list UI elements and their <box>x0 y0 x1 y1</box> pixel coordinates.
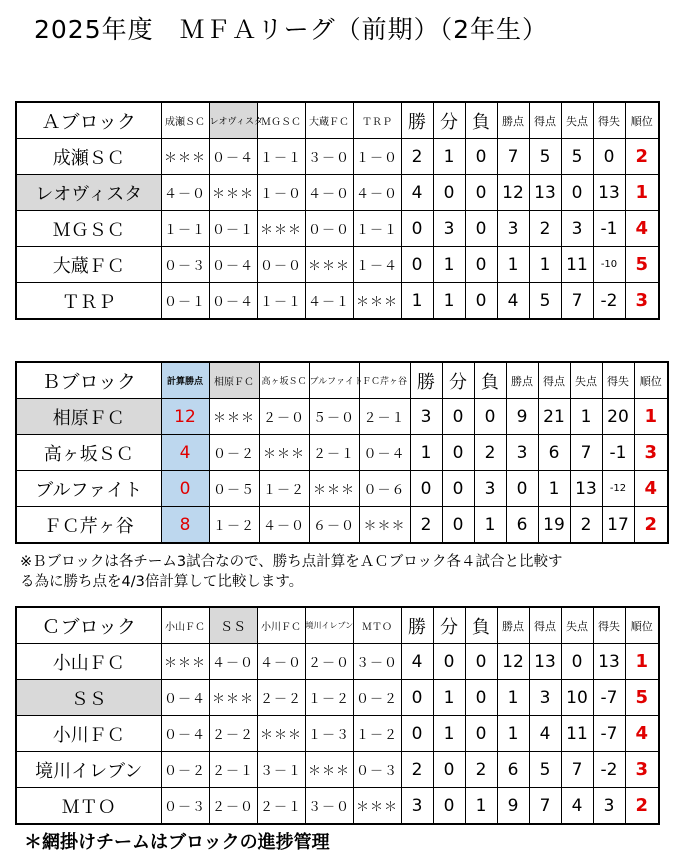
stat-value: 0 <box>561 175 593 211</box>
rank-value: 2 <box>625 139 659 175</box>
block-a-label: Ａブロック <box>16 102 161 139</box>
stat-header: 勝点 <box>497 102 529 139</box>
stat-value: 11 <box>561 716 593 752</box>
stat-value: 4 <box>401 644 433 680</box>
match-result: １－２ <box>353 716 401 752</box>
team-row <box>16 788 659 825</box>
rank-value: 1 <box>625 644 659 680</box>
stat-value: 13 <box>593 175 625 211</box>
team-row <box>16 435 668 471</box>
stat-value: 0 <box>465 139 497 175</box>
page-title: 2025年度 ＭＦＡリーグ（前期）（2年生） <box>34 15 549 44</box>
stat-header: 負 <box>465 102 497 139</box>
rank-value: 3 <box>625 752 659 788</box>
team-name: 高ヶ坂ＳＣ <box>16 435 161 471</box>
team-name: ＭＴＯ <box>16 788 161 825</box>
col-header: 小山ＦＣ <box>161 607 209 644</box>
team-name: ブルファイト <box>16 471 161 507</box>
block-c-label: Ｃブロック <box>16 607 161 644</box>
col-header: ＭＴＯ <box>353 607 401 644</box>
stat-value: 1 <box>433 283 465 320</box>
match-result: ０－３ <box>353 752 401 788</box>
rank-value: 3 <box>634 435 668 471</box>
stat-value: 4 <box>401 175 433 211</box>
stat-value: 2 <box>401 752 433 788</box>
stat-value: 3 <box>593 788 625 825</box>
team-row <box>16 283 659 320</box>
match-result: ２－０ <box>209 788 257 825</box>
stat-value: 1 <box>474 507 506 544</box>
stat-value: 4 <box>529 716 561 752</box>
stat-value: -1 <box>593 211 625 247</box>
match-result: ０－４ <box>161 716 209 752</box>
match-result: ２－１ <box>257 788 305 825</box>
match-result: ＊＊＊ <box>209 175 257 211</box>
stat-value: 7 <box>561 283 593 320</box>
calc-points: 8 <box>161 507 209 544</box>
stat-value: 5 <box>561 139 593 175</box>
stat-value: 1 <box>570 399 602 435</box>
stat-value: 3 <box>474 471 506 507</box>
stat-value: 9 <box>506 399 538 435</box>
stat-value: 1 <box>497 247 529 283</box>
col-header: ＭＧＳＣ <box>257 102 305 139</box>
team-row <box>16 752 659 788</box>
match-result: ０－６ <box>359 471 410 507</box>
match-result: ＊＊＊ <box>353 283 401 320</box>
match-result: １－２ <box>259 471 309 507</box>
stat-value: 1 <box>529 247 561 283</box>
stat-value: 1 <box>410 435 442 471</box>
match-result: １－０ <box>353 139 401 175</box>
match-result: ０－０ <box>257 247 305 283</box>
team-row <box>16 680 659 716</box>
match-result: ＊＊＊ <box>353 788 401 825</box>
col-header: 小川ＦＣ <box>257 607 305 644</box>
stat-value: 19 <box>538 507 570 544</box>
stat-value: 0 <box>465 247 497 283</box>
match-result: ３－０ <box>305 788 353 825</box>
team-name: レオヴィスタ <box>16 175 161 211</box>
stat-value: 1 <box>497 680 529 716</box>
match-result: ４－０ <box>259 507 309 544</box>
match-result: ＊＊＊ <box>161 644 209 680</box>
match-result: ２－０ <box>259 399 309 435</box>
team-name: 相原ＦＣ <box>16 399 161 435</box>
stat-header: 得点 <box>529 102 561 139</box>
match-result: ０－１ <box>209 211 257 247</box>
match-result: １－２ <box>305 680 353 716</box>
stat-value: -2 <box>593 752 625 788</box>
stat-value: 13 <box>529 175 561 211</box>
match-result: ２－０ <box>305 644 353 680</box>
stat-value: 3 <box>433 211 465 247</box>
stat-value: 0 <box>465 283 497 320</box>
team-row <box>16 399 668 435</box>
match-result: ３－０ <box>305 139 353 175</box>
match-result: ０－４ <box>209 247 257 283</box>
stat-value: 6 <box>497 752 529 788</box>
stat-header: 得点 <box>538 362 570 399</box>
stat-value: 1 <box>433 139 465 175</box>
match-result: ＊＊＊ <box>359 507 410 544</box>
match-result: １－１ <box>257 139 305 175</box>
match-result: ＊＊＊ <box>161 139 209 175</box>
col-header: 高ヶ坂ＳＣ <box>259 362 309 399</box>
stat-header: 得点 <box>529 607 561 644</box>
rank-value: 3 <box>625 283 659 320</box>
rank-value: 4 <box>634 471 668 507</box>
stat-value: 13 <box>570 471 602 507</box>
team-name: 小川ＦＣ <box>16 716 161 752</box>
stat-value: 2 <box>474 435 506 471</box>
stat-value: 1 <box>433 247 465 283</box>
match-result: ＊＊＊ <box>209 680 257 716</box>
stat-value: 3 <box>506 435 538 471</box>
stat-value: 2 <box>465 752 497 788</box>
stat-header: 順位 <box>634 362 668 399</box>
rank-value: 2 <box>625 788 659 825</box>
stat-value: -7 <box>593 680 625 716</box>
calc-points: 12 <box>161 399 209 435</box>
team-row <box>16 139 659 175</box>
stat-value: 2 <box>410 507 442 544</box>
stat-value: -10 <box>593 247 625 283</box>
match-result: １－２ <box>209 507 259 544</box>
stat-value: 21 <box>538 399 570 435</box>
team-row <box>16 211 659 247</box>
block-a-table <box>15 101 660 320</box>
match-result: ＊＊＊ <box>209 399 259 435</box>
stat-value: 0 <box>401 211 433 247</box>
stat-value: 0 <box>593 139 625 175</box>
col-header: 成瀬ＳＣ <box>161 102 209 139</box>
col-header: ＴＲＰ <box>353 102 401 139</box>
col-header: レオヴィスタ <box>209 102 257 139</box>
match-result: ０－２ <box>161 752 209 788</box>
stat-value: 0 <box>433 788 465 825</box>
stat-value: 0 <box>465 175 497 211</box>
stat-value: 0 <box>433 644 465 680</box>
team-row <box>16 644 659 680</box>
match-result: ５－０ <box>309 399 359 435</box>
stat-value: 6 <box>538 435 570 471</box>
match-result: ＊＊＊ <box>257 716 305 752</box>
block-b-label: Ｂブロック <box>16 362 161 399</box>
match-result: ４－０ <box>305 175 353 211</box>
match-result: ＊＊＊ <box>259 435 309 471</box>
col-header: 相原ＦＣ <box>209 362 259 399</box>
calc-points-header: 計算勝点 <box>161 362 209 399</box>
stat-value: 0 <box>401 716 433 752</box>
match-result: ２－２ <box>209 716 257 752</box>
match-result: ４－０ <box>353 175 401 211</box>
match-result: ２－１ <box>309 435 359 471</box>
stat-value: 7 <box>561 752 593 788</box>
stat-value: 0 <box>401 680 433 716</box>
stat-header: 勝 <box>401 607 433 644</box>
stat-value: 10 <box>561 680 593 716</box>
match-result: ０－３ <box>161 788 209 825</box>
team-name: ＦＣ芹ヶ谷 <box>16 507 161 544</box>
team-row <box>16 175 659 211</box>
stat-value: 20 <box>602 399 634 435</box>
footer-note: ＊網掛けチームはブロックの進捗管理 <box>24 832 330 853</box>
stat-value: 0 <box>465 644 497 680</box>
match-result: ０－４ <box>209 283 257 320</box>
stat-value: 3 <box>410 399 442 435</box>
stat-value: 2 <box>570 507 602 544</box>
match-result: ６－０ <box>309 507 359 544</box>
stat-header: 分 <box>433 102 465 139</box>
stat-value: 0 <box>506 471 538 507</box>
stat-value: 7 <box>570 435 602 471</box>
rank-value: 1 <box>634 399 668 435</box>
calc-points: 0 <box>161 471 209 507</box>
team-row <box>16 471 668 507</box>
stat-header: 順位 <box>625 102 659 139</box>
stat-value: 5 <box>529 283 561 320</box>
rank-value: 5 <box>625 680 659 716</box>
stat-value: 3 <box>401 788 433 825</box>
match-result: ２－１ <box>359 399 410 435</box>
match-result: ＊＊＊ <box>257 211 305 247</box>
stat-value: 1 <box>433 716 465 752</box>
team-name: ＭＧＳＣ <box>16 211 161 247</box>
stat-value: 0 <box>465 716 497 752</box>
stat-value: 0 <box>433 175 465 211</box>
stat-value: 1 <box>538 471 570 507</box>
team-row <box>16 247 659 283</box>
stat-value: 0 <box>561 644 593 680</box>
match-result: ４－０ <box>209 644 257 680</box>
stat-value: 1 <box>401 283 433 320</box>
stat-value: 6 <box>506 507 538 544</box>
col-header: ブルファイト <box>309 362 359 399</box>
stat-value: 0 <box>433 752 465 788</box>
match-result: ０－４ <box>359 435 410 471</box>
stat-value: 0 <box>465 680 497 716</box>
stat-header: 勝 <box>410 362 442 399</box>
match-result: ４－１ <box>305 283 353 320</box>
match-result: ２－２ <box>257 680 305 716</box>
match-result: １－１ <box>161 211 209 247</box>
stat-value: 2 <box>401 139 433 175</box>
stat-value: -2 <box>593 283 625 320</box>
match-result: １－０ <box>257 175 305 211</box>
stat-header: 順位 <box>625 607 659 644</box>
stat-value: 11 <box>561 247 593 283</box>
stat-header: 得失 <box>593 607 625 644</box>
match-result: ０－４ <box>161 680 209 716</box>
match-result: ０－２ <box>353 680 401 716</box>
match-result: ２－１ <box>209 752 257 788</box>
stat-value: 0 <box>442 507 474 544</box>
team-row <box>16 716 659 752</box>
col-header: 大蔵ＦＣ <box>305 102 353 139</box>
stat-value: 1 <box>497 716 529 752</box>
stat-value: 3 <box>529 680 561 716</box>
match-result: ＊＊＊ <box>309 471 359 507</box>
stat-value: 9 <box>497 788 529 825</box>
stat-header: 負 <box>465 607 497 644</box>
match-result: ３－１ <box>257 752 305 788</box>
stat-value: 5 <box>529 139 561 175</box>
stat-value: 0 <box>465 211 497 247</box>
rank-value: 4 <box>625 211 659 247</box>
team-name: 大蔵ＦＣ <box>16 247 161 283</box>
stat-value: 2 <box>529 211 561 247</box>
match-result: ＊＊＊ <box>305 752 353 788</box>
stat-header: 分 <box>433 607 465 644</box>
stat-header: 勝 <box>401 102 433 139</box>
stat-value: 7 <box>497 139 529 175</box>
team-name: ＳＳ <box>16 680 161 716</box>
stat-value: 4 <box>561 788 593 825</box>
stat-value: 0 <box>442 399 474 435</box>
stat-value: 1 <box>433 680 465 716</box>
match-result: ０－５ <box>209 471 259 507</box>
match-result: ３－０ <box>353 644 401 680</box>
team-row <box>16 507 668 544</box>
match-result: ０－３ <box>161 247 209 283</box>
stat-value: 7 <box>529 788 561 825</box>
rank-value: 4 <box>625 716 659 752</box>
stat-header: 勝点 <box>497 607 529 644</box>
match-result: ４－０ <box>161 175 209 211</box>
stat-value: 4 <box>497 283 529 320</box>
stat-header: 失点 <box>561 607 593 644</box>
stat-value: -12 <box>602 471 634 507</box>
calc-points: 4 <box>161 435 209 471</box>
team-name: ＴＲＰ <box>16 283 161 320</box>
col-header: ＦＣ芹ヶ谷 <box>359 362 410 399</box>
stat-header: 得失 <box>602 362 634 399</box>
stat-value: 0 <box>442 471 474 507</box>
col-header: ＳＳ <box>209 607 257 644</box>
stat-value: 17 <box>602 507 634 544</box>
rank-value: 5 <box>625 247 659 283</box>
stat-header: 分 <box>442 362 474 399</box>
match-result: １－１ <box>353 211 401 247</box>
stat-value: 12 <box>497 644 529 680</box>
block-b-table <box>15 361 669 544</box>
stat-header: 失点 <box>561 102 593 139</box>
team-name: 成瀬ＳＣ <box>16 139 161 175</box>
stat-value: 12 <box>497 175 529 211</box>
stat-value: -1 <box>602 435 634 471</box>
match-result: ＊＊＊ <box>305 247 353 283</box>
stat-value: 0 <box>474 399 506 435</box>
match-result: ０－０ <box>305 211 353 247</box>
team-name: 小山ＦＣ <box>16 644 161 680</box>
match-result: １－３ <box>305 716 353 752</box>
rank-value: 2 <box>634 507 668 544</box>
stat-value: 5 <box>529 752 561 788</box>
match-result: １－４ <box>353 247 401 283</box>
rank-value: 1 <box>625 175 659 211</box>
stat-header: 得失 <box>593 102 625 139</box>
stat-value: 0 <box>410 471 442 507</box>
stat-value: -7 <box>593 716 625 752</box>
team-name: 境川イレブン <box>16 752 161 788</box>
match-result: ０－１ <box>161 283 209 320</box>
stat-value: 3 <box>561 211 593 247</box>
stat-header: 失点 <box>570 362 602 399</box>
match-result: ０－２ <box>209 435 259 471</box>
stat-value: 13 <box>529 644 561 680</box>
match-result: ０－４ <box>209 139 257 175</box>
stat-value: 0 <box>442 435 474 471</box>
stat-value: 0 <box>401 247 433 283</box>
stat-value: 1 <box>465 788 497 825</box>
stat-value: 3 <box>497 211 529 247</box>
block-b-note: ※Ｂブロックは各チーム3試合なので、勝ち点計算をＡＣブロック各４試合と比較す る為に勝ち点を4/3倍計算して比較します。 <box>20 554 563 590</box>
stat-header: 負 <box>474 362 506 399</box>
col-header: 境川イレブン <box>305 607 353 644</box>
match-result: １－１ <box>257 283 305 320</box>
stat-value: 13 <box>593 644 625 680</box>
block-c-table <box>15 606 660 825</box>
match-result: ４－０ <box>257 644 305 680</box>
stat-header: 勝点 <box>506 362 538 399</box>
